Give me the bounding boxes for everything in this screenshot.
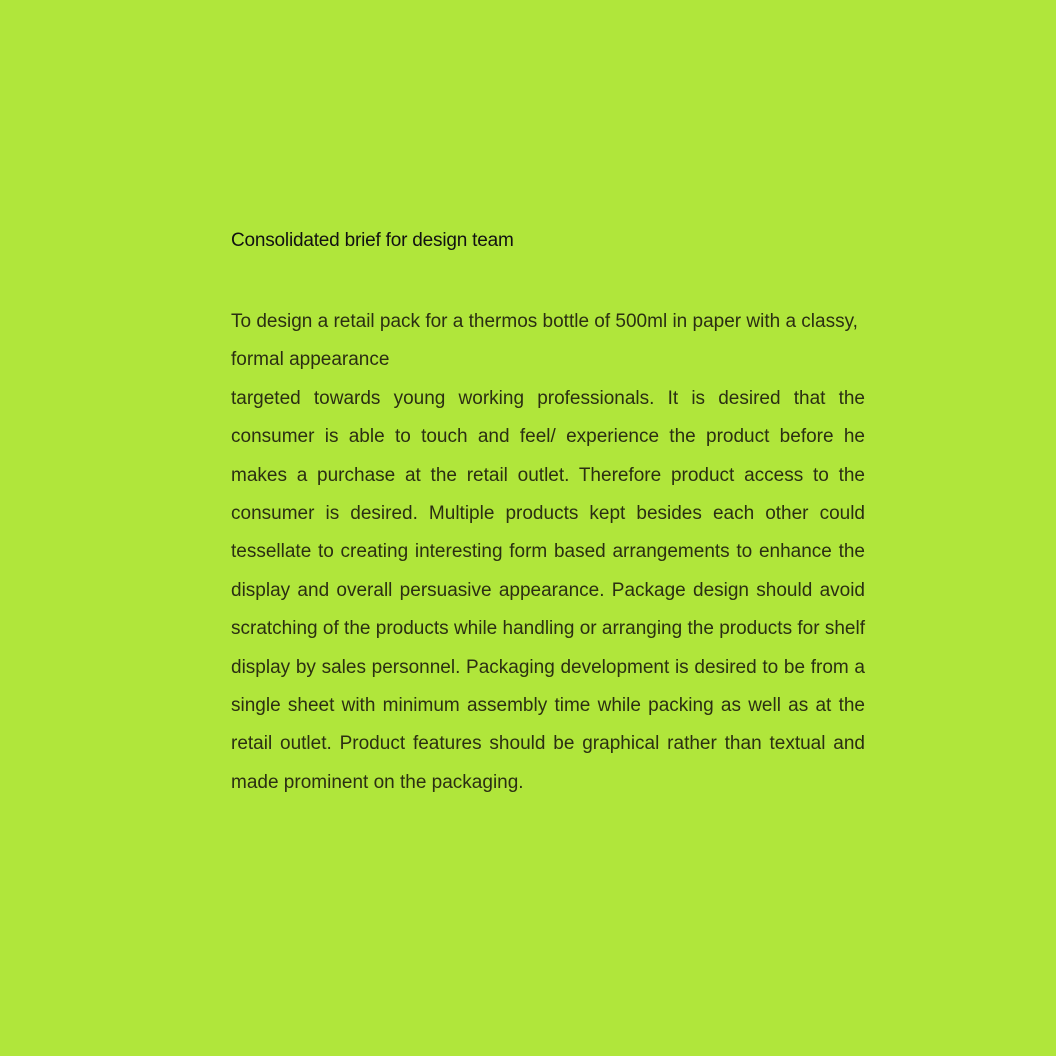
brief-paragraph-details: targeted towards young working professionals. It is desired that the consumer is able to touch and feel/ experience the product before he makes a purchase at the retail outlet. Therefore product access to the consumer is desired. Multiple products kept besides each other could tessellate to creating interesting form based arrangements to enhance the display and overall persuasive appearance. Package design should avoid scratching of the products while handling or arranging the products for shelf display by sales personnel. Packaging development is desired to be from a single sheet with minimum assembly time while packing as well as at the retail outlet. Product features should be graphical rather than textual and made prominent on the packaging.: [231, 387, 865, 793]
document-title: Consolidated brief for design team: [231, 230, 514, 251]
brief-document: [231, 226, 865, 802]
brief-paragraph-intro: To design a retail pack for a thermos bottle of 500ml in paper with a classy, formal appearance: [231, 311, 858, 371]
